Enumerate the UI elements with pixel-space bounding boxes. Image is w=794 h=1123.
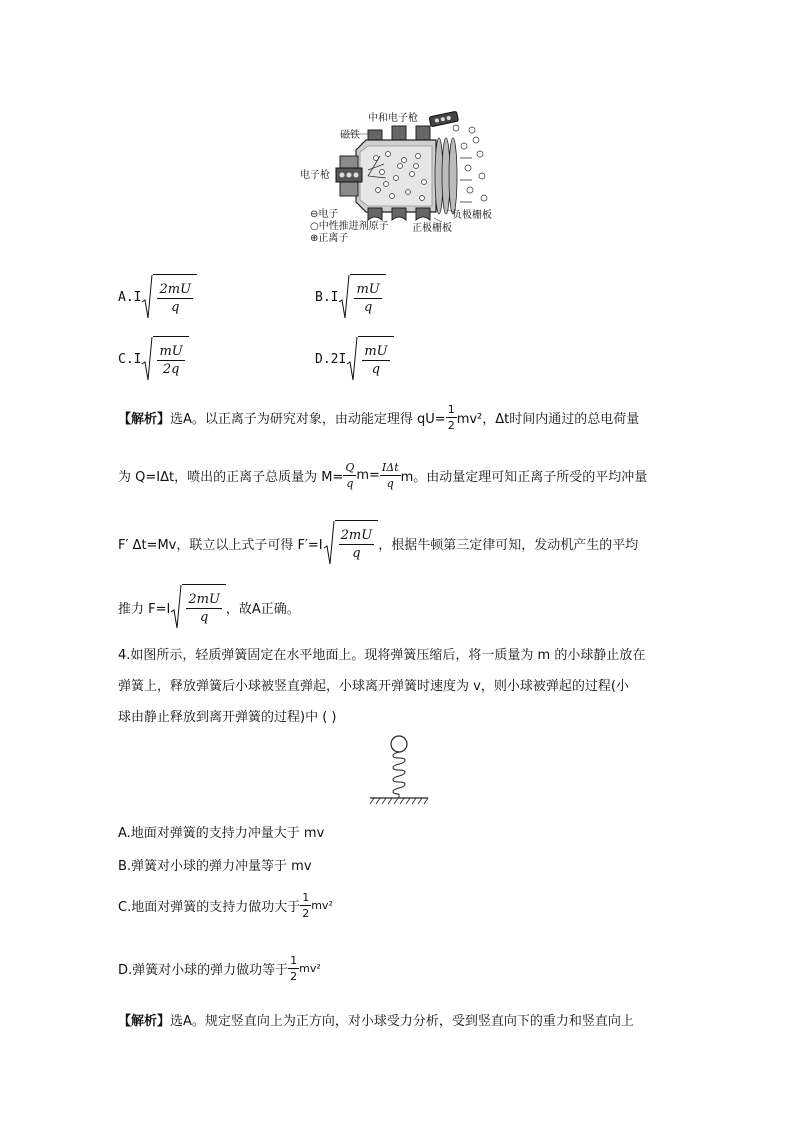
q4-option-a: A.地面对弹簧的支持力冲量大于 mv	[118, 826, 325, 841]
analysis-line-4: 推力 F=I $\frac{2mU}{q}$ ，故A正确。	[118, 584, 300, 630]
label-magnet: 磁铁	[340, 130, 360, 141]
label-electron-gun: 电子枪	[300, 170, 330, 181]
option-d: D.2I $\frac{mU}{q}$	[315, 336, 394, 382]
option-b: B.I $\frac{mU}{q}$	[315, 274, 386, 320]
figure-legend	[310, 209, 389, 245]
q4-stem-line-3: 球由静止释放到离开弹簧的过程)中 ( )	[118, 710, 337, 725]
sqrt-expression: $\frac{2mU}{q}$	[170, 584, 226, 630]
analysis-line-3: F′ Δt=Mv，联立以上式子可得 F′=I $\frac{2mU}{q}$ ，根据牛顿第三定律可知，发动机产生的平均	[118, 520, 638, 566]
legend-electron: ⊖电子	[310, 209, 339, 220]
sqrt-expression: $\frac{2mU}{q}$	[141, 274, 197, 320]
legend-positive-ion: ⊕正离子	[310, 233, 349, 244]
legend-neutral-atom: ○中性推进剂原子	[310, 221, 389, 232]
sqrt-expression: $\frac{mU}{q}$	[338, 274, 385, 320]
label-neutralizer-gun: 中和电子枪	[368, 113, 418, 124]
analysis-tag: 【解析】	[118, 412, 171, 427]
analysis-line-1: 【解析】 选A。以正离子为研究对象，由动能定理得 qU= $\frac{1}{2}$ mv²，Δt时间内通过的总电荷量	[118, 403, 640, 432]
option-c: C.I $\frac{mU}{2q}$	[118, 336, 189, 382]
q4-analysis: 【解析】 选A。规定竖直向上为正方向，对小球受力分析，受到竖直向下的重力和竖直向上	[118, 1010, 634, 1029]
sqrt-expression: $\frac{2mU}{q}$	[323, 520, 379, 566]
spring-ball-figure	[366, 734, 430, 806]
label-negative-grid: 负极栅板	[452, 210, 492, 221]
q4-option-d: D.弹簧对小球的弹力做功等于 $\frac{1}{2}$ mv²	[118, 954, 321, 983]
q4-stem-line-2: 弹簧上，释放弹簧后小球被竖直弹起，小球离开弹簧时速度为 v，则小球被弹起的过程(小	[118, 679, 629, 694]
q4-option-b: B.弹簧对小球的弹力冲量等于 mv	[118, 859, 312, 874]
analysis-line-2: 为 Q=IΔt，喷出的正离子总质量为 M= $\frac{Q}{q}$ m= $\frac{\text{IΔt}}{q}$ m。由动量定理可知正离子所受的平均冲量	[118, 461, 648, 490]
q4-stem-line-1: 4.如图所示，轻质弹簧固定在水平地面上。现将弹簧压缩后，将一质量为 m 的小球静止放在	[118, 648, 646, 663]
option-a: A.I $\frac{2mU}{q}$	[118, 274, 197, 320]
label-positive-grid: 正极栅板	[412, 223, 452, 234]
analysis-tag: 【解析】	[118, 1014, 171, 1029]
sqrt-expression: $\frac{mU}{2q}$	[141, 336, 188, 382]
q4-option-c: C.地面对弹簧的支持力做功大于 $\frac{1}{2}$ mv²	[118, 891, 333, 920]
sqrt-expression: $\frac{mU}{q}$	[346, 336, 393, 382]
